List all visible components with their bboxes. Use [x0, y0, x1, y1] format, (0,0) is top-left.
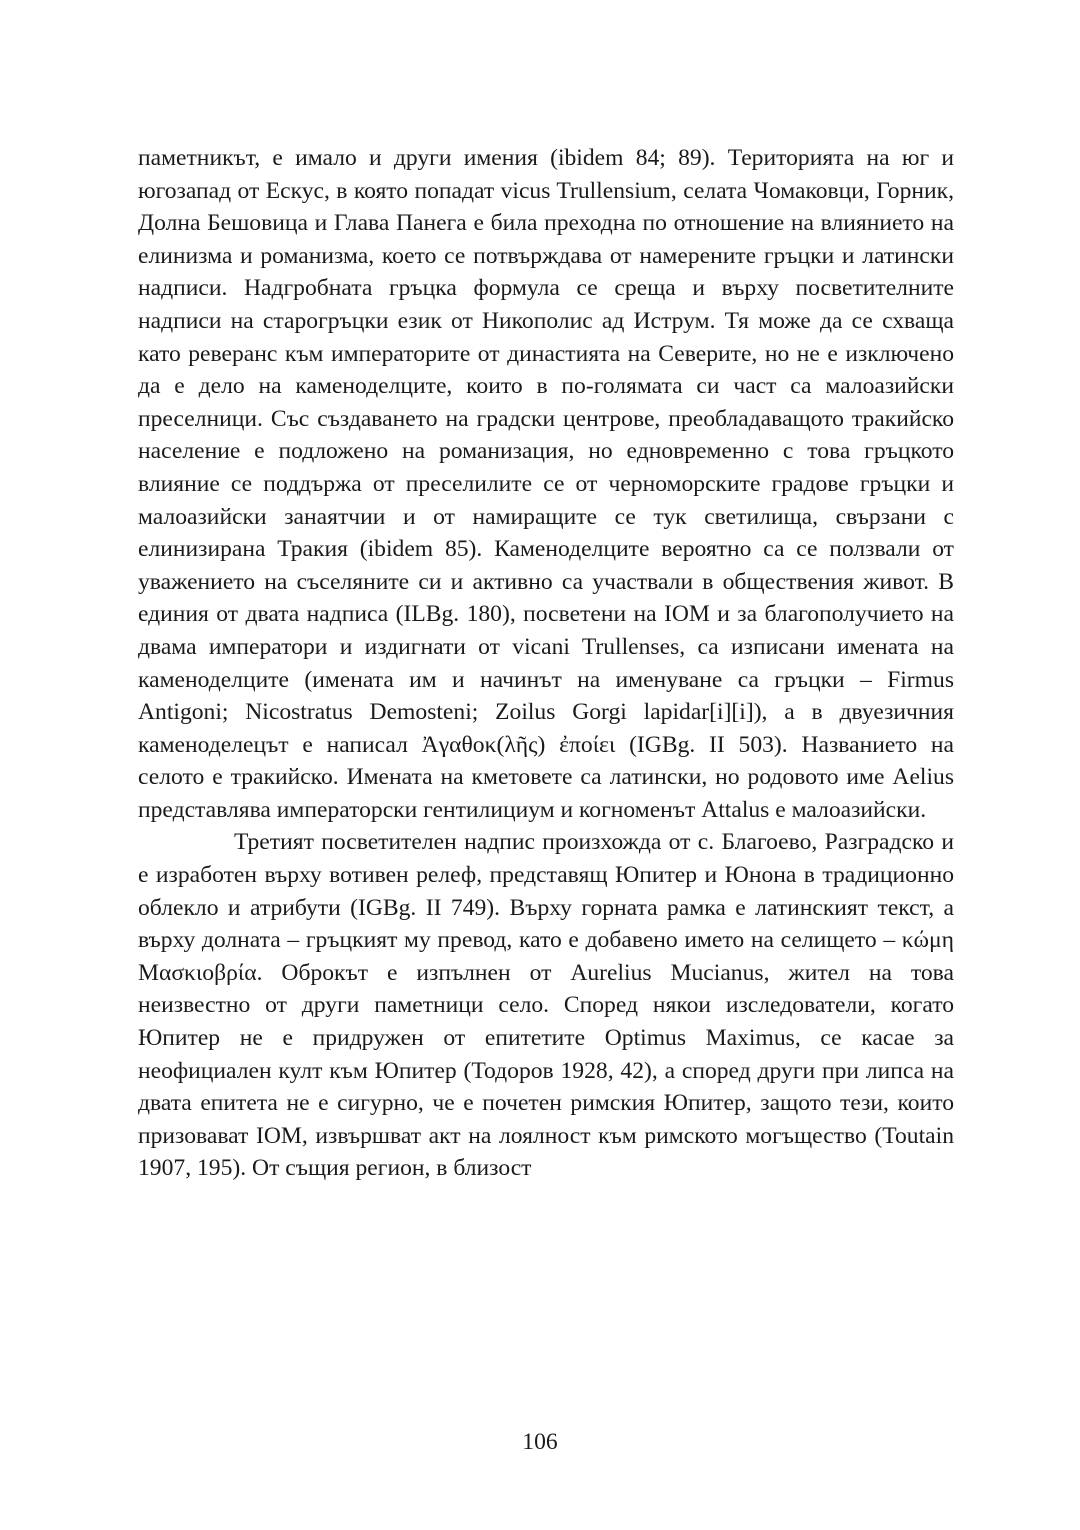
paragraph-third-dedication: Третият посветителен надпис произхожда от с. Благоево, Разградско и е изработен върху вотивен релеф, представящ Юпитер и Юнона в традиционно облекло и атрибути (IGBg. II 749). Върху горната рамка е латинският текст, а върху долната – гръцкият му превод, като е добавено името на селището – κώμη Μασκιοβρία. Оброкът е изпълнен от Aurelius Mucianus, жител на това неизвестно от други паметници село. Според някои изследователи, когато Юпитер не е придружен от епитетите Optimus Maximus, се касае за неофициален култ към Юпитер (Тодоров 1928, 42), а според други при липса на двата епитета не е сигурно, че е почетен римския Юпитер, защото тези, които призовават IOM, извършват акт на лоялност към римското могъщество (Toutain 1907, 195). От същия регион, в близост — [138, 829, 954, 1182]
page-number: 106 — [522, 1429, 558, 1455]
body-text — [138, 142, 954, 1185]
paragraph-continuation: паметникът, е имало и други имения (ibidem 84; 89). Територията на юг и югозапад от Ескус, в която попадат vicus Trullensium, селата Чомаковци, Горник, Долна Бешовица и Глава Панега е била преходна по отношение на влиянието на елинизма и романизма, което се потвърждава от намерените гръцки и латински надписи. Надгробната гръцка формула се среща и върху посветителните надписи на старогръцки език от Никополис ад Иструм. Тя може да се схваща като реверанс към императорите от династията на Северите, но не е изключено да е дело на каменоделците, които в по-голямата си част са малоазийски преселници. Със създаването на градски центрове, преобладаващото тракийско население е подложено на романизация, но едновременно с това гръцкото влияние се поддържа от преселилите се от черноморските градове гръцки и малоазийски занаятчии и от намиращите се тук светилища, свързани с елинизирана Тракия (ibidem 85). Каменоделците вероятно са се ползвали от уважението на съселяните си и активно са участвали в обществения живот. В единия от двата надписа (ILBg. 180), посветени на IOM и за благополучието на двама императори и издигнати от vicani Trullenses, са изписани имената на каменоделците (имената им и начинът на именуване са гръцки – Firmus Antigoni; Nicostratus Demosteni; Zoilus Gorgi lapidar[i][i]), а в двуезичния каменоделецът е написал Ἀγαθοκ(λῆς) ἐποίει (IGBg. II 503). Названието на селото е тракийско. Имената на кметовете са латински, но родовото име Aelius представлява императорски гентилициум и когноменът Attalus е малоазийски. — [138, 145, 954, 823]
